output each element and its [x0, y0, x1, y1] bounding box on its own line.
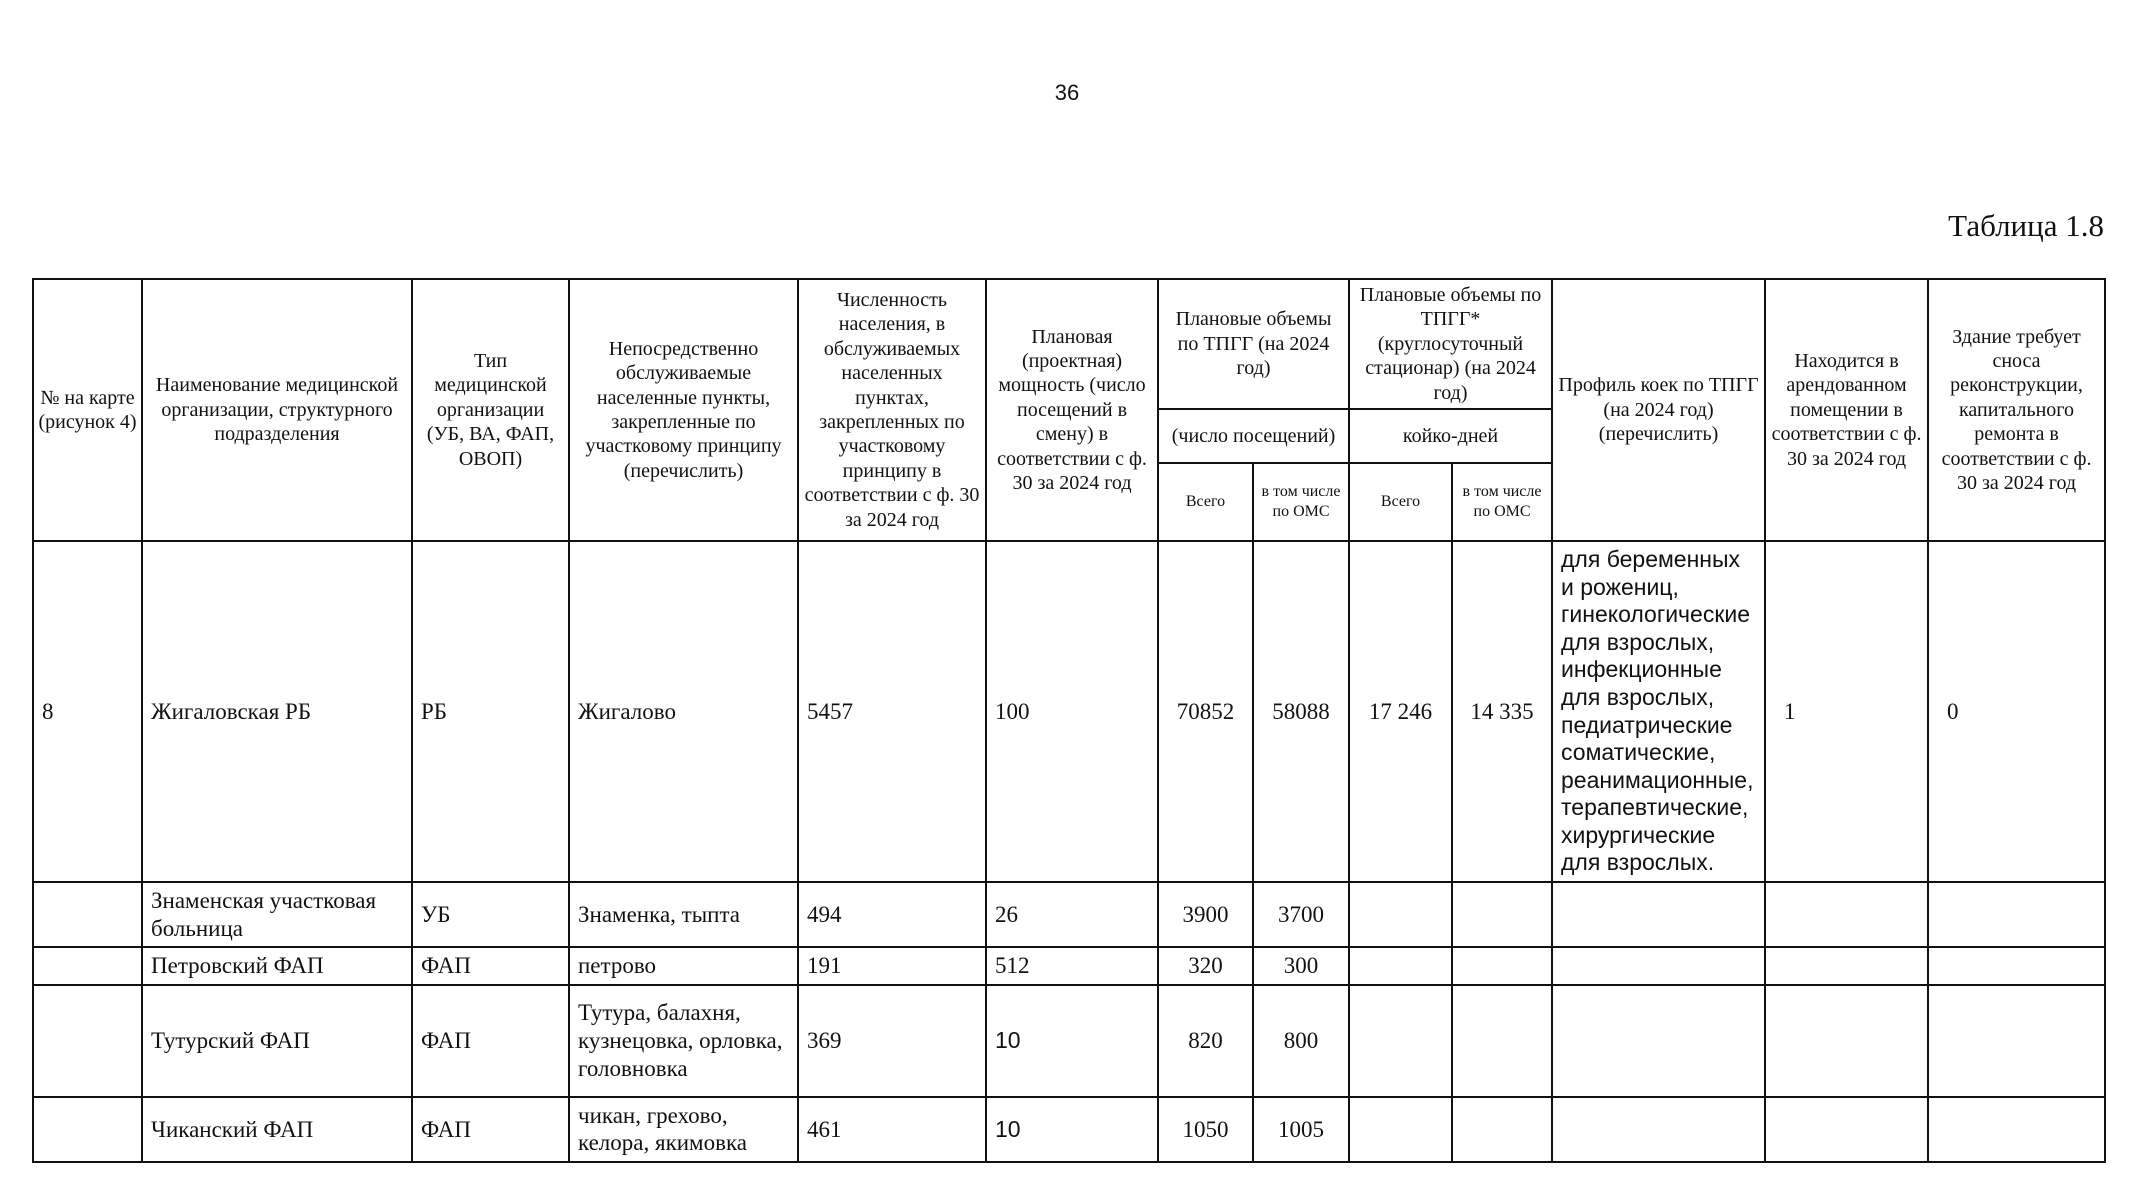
cell-visits-oms: 300: [1253, 947, 1349, 985]
profile-line: гинекологические: [1561, 601, 1751, 628]
cell-bed-days-total: [1349, 1097, 1452, 1162]
cell-capacity: 512: [986, 947, 1158, 985]
header-population: Численность населения, в обслуживаемых населенных пунктах, закрепленных по участковому принципу в соответствии с ф. 30 за 2024 год: [798, 279, 986, 541]
cell-bed-days-oms: [1452, 1097, 1552, 1162]
cell-org-type: ФАП: [412, 985, 569, 1097]
cell-org-type: ФАП: [412, 1097, 569, 1162]
cell-visits-oms: 58088: [1253, 541, 1349, 882]
cell-population: 5457: [798, 541, 986, 882]
header-settlements: Непосредственно обслуживаемые населенные пункты, закрепленные по участковому принципу (перечислить): [569, 279, 798, 541]
header-building: Здание требует сноса реконструкции, капитального ремонта в соответствии с ф. 30 за 2024 год: [1928, 279, 2105, 541]
cell-capacity: 10: [986, 1097, 1158, 1162]
cell-visits-oms: 1005: [1253, 1097, 1349, 1162]
cell-org-type: УБ: [412, 882, 569, 947]
cell-map-no: 8: [33, 541, 142, 882]
profile-line: инфекционные: [1561, 656, 1722, 683]
header-beds-profile: Профиль коек по ТПГГ (на 2024 год) (перечислить): [1552, 279, 1765, 541]
cell-settlements: петрово: [569, 947, 798, 985]
cell-bed-days-total: [1349, 985, 1452, 1097]
cell-bed-days-oms: [1452, 882, 1552, 947]
profile-line: и рожениц,: [1561, 573, 1679, 600]
cell-bed-days-oms: [1452, 947, 1552, 985]
cell-map-no: [33, 985, 142, 1097]
cell-beds-profile: [1552, 947, 1765, 985]
cell-map-no: [33, 882, 142, 947]
profile-line: терапевтические,: [1561, 794, 1749, 821]
cell-bed-days-total: [1349, 882, 1452, 947]
header-visits-group: Плановые объемы по ТПГГ (на 2024 год): [1158, 279, 1349, 409]
profile-line: для взрослых.: [1561, 849, 1715, 876]
cell-capacity: 10: [986, 985, 1158, 1097]
profile-line: для беременных: [1561, 545, 1741, 572]
cell-rented: [1765, 947, 1928, 985]
cell-beds-profile: [1552, 882, 1765, 947]
table-row: [33, 1097, 2105, 1162]
cell-settlements: чикан, грехово, келора, якимовка: [569, 1097, 798, 1162]
cell-settlements: Тутура, балахня, кузнецовка, орловка, головновка: [569, 985, 798, 1097]
header-bed-days-total: Всего: [1349, 463, 1452, 541]
header-rented: Находится в арендованном помещении в соответствии с ф. 30 за 2024 год: [1765, 279, 1928, 541]
cell-beds-profile: [1552, 985, 1765, 1097]
header-bed-days-oms: в том числе по ОМС: [1452, 463, 1552, 541]
table-row: [33, 985, 2105, 1097]
header-hosp-group: Плановые объемы по ТПГГ* (круглосуточный стационар) (на 2024 год): [1349, 279, 1552, 409]
cell-building: [1928, 985, 2105, 1097]
cell-population: 494: [798, 882, 986, 947]
table-row: [33, 882, 2105, 947]
cell-visits-total: 70852: [1158, 541, 1253, 882]
cell-visits-total: 3900: [1158, 882, 1253, 947]
cell-building: 0: [1928, 541, 2105, 882]
cell-bed-days-oms: [1452, 985, 1552, 1097]
cell-building: [1928, 1097, 2105, 1162]
cell-map-no: [33, 947, 142, 985]
header-org-name: Наименование медицинской организации, структурного подразделения: [142, 279, 412, 541]
header-hosp-unit: койко-дней: [1349, 409, 1552, 463]
header-map-no: № на карте (рисунок 4): [33, 279, 142, 541]
cell-rented: [1765, 985, 1928, 1097]
cell-population: 369: [798, 985, 986, 1097]
cell-org-name: Жигаловская РБ: [142, 541, 412, 882]
cell-bed-days-oms: 14 335: [1452, 541, 1552, 882]
cell-org-name: Петровский ФАП: [142, 947, 412, 985]
cell-org-type: РБ: [412, 541, 569, 882]
data-table: [32, 278, 2106, 1163]
cell-visits-oms: 800: [1253, 985, 1349, 1097]
page-number: 36: [1054, 80, 1080, 105]
cell-population: 461: [798, 1097, 986, 1162]
profile-line: педиатрические: [1561, 711, 1733, 738]
cell-settlements: Жигалово: [569, 541, 798, 882]
cell-bed-days-total: [1349, 947, 1452, 985]
cell-capacity: 100: [986, 541, 1158, 882]
cell-org-name: Тутурский ФАП: [142, 985, 412, 1097]
cell-visits-oms: 3700: [1253, 882, 1349, 947]
cell-map-no: [33, 1097, 142, 1162]
profile-line: соматические,: [1561, 739, 1716, 766]
cell-org-name: Знаменская участковая больница: [142, 882, 412, 947]
header-capacity: Плановая (проектная) мощность (число посещений в смену) в соответствии с ф. 30 за 2024 год: [986, 279, 1158, 541]
profile-line: хирургические: [1561, 821, 1716, 848]
cell-capacity: 26: [986, 882, 1158, 947]
cell-visits-total: 820: [1158, 985, 1253, 1097]
cell-visits-total: 320: [1158, 947, 1253, 985]
profile-line: для взрослых,: [1561, 683, 1715, 710]
cell-population: 191: [798, 947, 986, 985]
cell-settlements: Знаменка, тыпта: [569, 882, 798, 947]
header-visits-total: Всего: [1158, 463, 1253, 541]
cell-beds-profile: [1552, 541, 1765, 882]
cell-org-type: ФАП: [412, 947, 569, 985]
cell-rented: 1: [1765, 541, 1928, 882]
table-caption: Таблица 1.8: [1948, 208, 2104, 243]
cell-org-name: Чиканский ФАП: [142, 1097, 412, 1162]
cell-building: [1928, 947, 2105, 985]
profile-line: для взрослых,: [1561, 628, 1715, 655]
table-row: [33, 947, 2105, 985]
cell-bed-days-total: 17 246: [1349, 541, 1452, 882]
header-visits-oms: в том числе по ОМС: [1253, 463, 1349, 541]
cell-beds-profile: [1552, 1097, 1765, 1162]
cell-rented: [1765, 1097, 1928, 1162]
header-visits-unit: (число посещений): [1158, 409, 1349, 463]
cell-visits-total: 1050: [1158, 1097, 1253, 1162]
cell-building: [1928, 882, 2105, 947]
cell-rented: [1765, 882, 1928, 947]
header-org-type: Тип медицинской организации (УБ, ВА, ФАП, ОВОП): [412, 279, 569, 541]
profile-line: реанимационные,: [1561, 766, 1754, 793]
table-row: [33, 541, 2105, 882]
